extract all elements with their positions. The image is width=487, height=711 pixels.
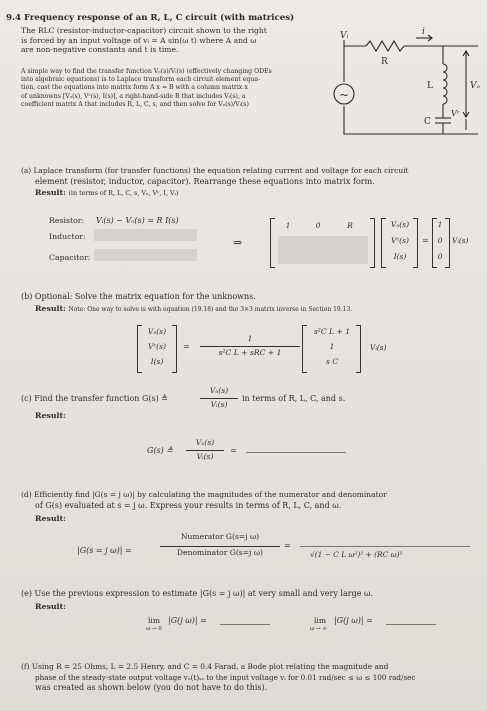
part-b-col-2: 1 [329,342,335,351]
part-c-lhs-bar [186,450,224,451]
capacitor-answer-box[interactable] [94,249,197,261]
limit-inf-sub: ω → ∞ [310,626,327,632]
result-label: Result: [35,304,66,313]
result-label: Result: [35,411,66,420]
matrix-a-r1c1: 1 [285,221,291,230]
part-c-frac-den: Vᵢ(s) [210,400,228,409]
part-d-numerator: Numerator G(s=j ω) [180,532,260,541]
limit-inf-op: lim [314,616,327,625]
part-c-answer-line[interactable] [246,452,346,453]
ac-source-symbol: ~ [338,88,350,102]
part-f-line-2: phase of the steady-state output voltage vₒ(t)ₛₛ to the input voltage vᵢ for 0.01 rad/sec ≤ ω ≤ 100 rad/sec [35,672,416,682]
part-c-lhs-den: Vᵢ(s) [196,452,214,461]
current-label: i [422,27,425,37]
vector-b-3: 0 [437,252,443,261]
part-c-lhs: G(s) ≜ [147,446,173,455]
vector-x-i: I(s) [393,252,407,261]
intro-text [21,26,321,55]
part-d-line-1: (d) Efficiently find |G(s = j ω)| by calculating the magnitudes of the numerator and denominator [21,490,387,499]
part-d-denominator: Denominator G(s=j ω) [177,548,263,557]
part-a-line-2: element (resistor, inductor, capacitor). Rearrange these equations into matrix form. [35,176,375,186]
part-b-note: Note: One way to solve is with equation (19.18) and the 3×3 matrix inverse in Section 19.13. [68,306,353,313]
intro-line-3: are non-negative constants and t is time. [21,45,179,55]
part-b-result [35,304,352,313]
limit-zero-expr: |G(j ω)| = [168,616,207,625]
part-c-tail: in terms of R, L, C, and s. [242,394,346,403]
vector-b-1: 1 [437,220,443,229]
part-b-col-1: s²C L + 1 [313,327,351,336]
limit-inf-expr: |G(j ω)| = [334,616,373,625]
part-b-fraction-bar [200,346,300,347]
part-d-denominator-expr: √(1 − C L ω²)² + (RC ω)² [310,550,403,559]
part-f-line-3: was created as shown below (you do not have to do this). [35,683,268,692]
vector-x-vo: Vₒ(s) [390,220,410,229]
part-f-prompt [21,662,483,694]
part-d-line-2: of G(s) evaluated at s = j ω. Express your results in terms of R, L, C, and ω. [35,500,342,510]
vector-b-2: 0 [437,236,443,245]
part-e-prompt: (e) Use the previous expression to estimate |G(s = j ω)| at very small and very large ω. [21,589,374,598]
part-b-vc: Vᶜ(s) [148,342,166,351]
method-line-5: coefficient matrix A that includes R, L, C, s, and then solve for Vₒ(s)/Vᵢ(s) [21,100,249,108]
worksheet-page: 9.4 Frequency response of an R, L, C circuit (with matrices) The RLC (resistor-inductor-capacitor) circuit shown to the right is forced by an input voltage of vᵢ = A sin(ω t) where A and ω are non-negative constants and t is time. A simple way to find the transfer function Vₒ(s)/Vᵢ(s) (effectively changing ODEs into algebraic equations) is to Laplace transform each circuit element equa- tion, cast the equations into matrix form A x = B with a column matrix x of unknowns [Vₒ(s), Vᶜ(s), I(s)], a right-hand-side B that includes Vᵢ(s), a coefficient matrix A that includes R, L, C, s, and then solve for Vₒ(s)/Vᵢ(s) ~ Vᵢ i R L C Vₒ Vᶜ (a) Laplace transform (for transfer functions) the equation relating current and voltage for each circuit element (resistor, inductor, capacitor). Rearrange these equations into matrix form. Result: (in terms of R, L, C, s, Vₒ, Vᶜ, I, Vᵢ) Resistor: Vᵢ(s) − Vₒ(s) = R I(s) Inductor: Capacitor: ⇒ 1 0 R Vₒ(s) Vᶜ(s) I(s) = 1 0 0 Vᵢ(s) (b) Optional: Solve the matrix equation for the unknowns. Result: Note: One way to solve is with equation (19.18) and the 3×3 matrix inverse in Section 19.13. Vₒ(s) Vᶜ(s) I(s) = 1 s²C L + sRC + 1 s²C L + 1 1 s C Vᵢ(s) (c) Find the transfer function G(s) ≜ Vₒ(s) Vᵢ(s) in terms of R, L, C, and s. Result: G(s) ≜ Vₒ(s) Vᵢ(s) = (d) Efficiently find |G(s = j ω)| by calculating the magnitudes of the numerator and denominator of G(s) evaluated at s = j ω. Express your results in terms of R, L, C, and ω. Result: |G(s = j ω)| = Numerator G(s=j ω) Denominator G(s=j ω) = √(1 − C L ω²)² + (RC ω)² (e) Use the previous expression to estimate |G(s = j ω)| at very small and very large ω. Result: lim ω → 0 |G(j ω)| = lim ω → ∞ |G(j ω)| = (f) Using R = 25 Ohms, L = 2.5 Henry, and C = 0.4 Farad, a Bode plot relating the magnitude and phase of the steady-state output voltage vₒ(t)ₛₛ to the input voltage vᵢ for 0.01 rad/sec ≤ ω ≤ 100 rad/sec was created as shown below (you do not have to do this). [0,0,487,711]
part-c-frac-bar [200,398,238,399]
part-a-result [35,188,178,197]
method-line-4: of unknowns [Vₒ(s), Vᶜ(s), I(s)], a right-hand-side B that includes Vᵢ(s), a [21,92,246,100]
part-a-line-1: (a) Laplace transform (for transfer functions) the equation relating current and voltage for each circuit [21,166,409,175]
part-c-prompt: (c) Find the transfer function G(s) ≜ [21,394,168,403]
resistor-label: R [381,57,388,67]
limit-zero-answer-line[interactable] [220,624,270,625]
part-d-prompt [21,490,483,511]
part-b-i: I(s) [150,357,164,366]
limit-zero-sub: ω → 0 [146,626,162,632]
vector-x-vc: Vᶜ(s) [391,236,409,245]
matrix-a-left-bracket [270,218,275,268]
inductor-answer-box[interactable] [94,229,197,241]
part-f-line-1: (f) Using R = 25 Ohms, L = 2.5 Henry, and C = 0.4 Farad, a Bode plot relating the magnitude and [21,662,389,671]
inductor-label: L [427,81,433,91]
method-line-2: into algebraic equations) is to Laplace transform each circuit element equa- [21,76,261,84]
vector-b-factor: Vᵢ(s) [452,236,469,245]
method-line-3: tion, cast the equations into matrix form A x = B with a column matrix x [21,84,248,92]
limit-inf-answer-line[interactable] [386,624,436,625]
part-d-lhs: |G(s = j ω)| = [77,546,132,555]
part-b-col-3: s C [325,357,339,366]
part-b-numerator: 1 [247,334,253,343]
method-line-1: A simple way to find the transfer function Vₒ(s)/Vᵢ(s) (effectively changing ODEs [21,68,272,75]
result-label: Result: [35,514,66,523]
intro-line-2: is forced by an input voltage of vᵢ = A sin(ω t) where A and ω [21,35,257,45]
part-b-denominator: s²C L + sRC + 1 [218,348,282,357]
part-d-equals: = [284,541,291,550]
matrix-a-answer-box[interactable] [278,236,368,264]
part-d-frac-bar [160,546,280,547]
result-note: (in terms of R, L, C, s, Vₒ, Vᶜ, I, Vᵢ) [68,189,179,197]
rlc-circuit-diagram [326,24,486,164]
resistor-row-label: Resistor: [49,216,85,225]
part-c-frac-num: Vₒ(s) [209,386,229,395]
part-a-prompt [21,166,481,187]
inductor-row-label: Inductor: [49,232,86,241]
part-d-answer-line[interactable] [300,546,470,547]
result-label: Result: [35,188,66,197]
matrix-a-right-bracket [370,218,375,268]
problem-title: 9.4 Frequency response of an R, L, C circuit (with matrices) [6,13,295,23]
matrix-a-r1c2: 0 [315,221,321,230]
method-text [21,68,333,109]
part-b-prompt: (b) Optional: Solve the matrix equation for the unknowns. [21,292,256,301]
vi-label: Vᵢ [340,31,349,41]
limit-zero-op: lim [148,616,161,625]
resistor-equation: Vᵢ(s) − Vₒ(s) = R I(s) [96,216,179,225]
matrix-a-r1c3: R [347,221,353,230]
result-label: Result: [35,602,66,611]
part-b-factor: Vᵢ(s) [370,343,387,352]
capacitor-row-label: Capacitor: [49,253,91,262]
implies-arrow: ⇒ [233,236,243,249]
intro-line-1: The RLC (resistor-inductor-capacitor) circuit shown to the right [21,26,267,35]
vo-label: Vₒ [470,81,480,91]
part-b-vo: Vₒ(s) [147,327,167,336]
vc-label: Vᶜ [451,109,460,118]
capacitor-label: C [424,117,431,127]
part-c-lhs-num: Vₒ(s) [195,438,215,447]
